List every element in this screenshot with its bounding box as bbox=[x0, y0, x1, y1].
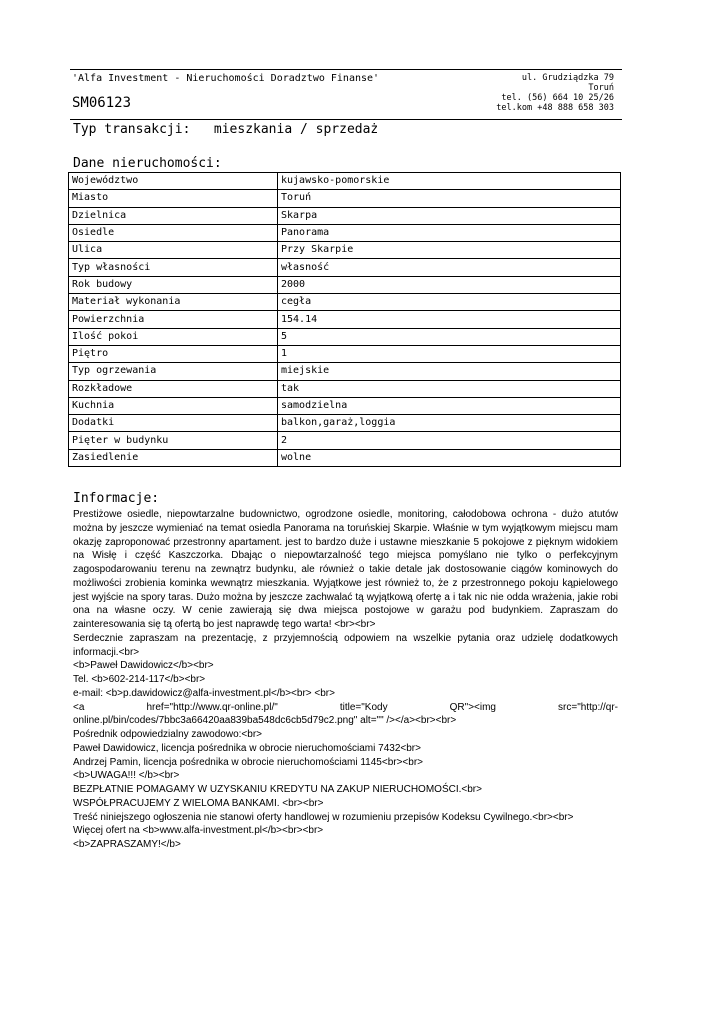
table-row bbox=[69, 432, 621, 449]
detail-label: Pięter w budynku bbox=[69, 432, 278, 449]
property-details-table bbox=[68, 172, 621, 467]
table-row bbox=[69, 380, 621, 397]
table-row bbox=[69, 276, 621, 293]
detail-label: Materiał wykonania bbox=[69, 294, 278, 311]
detail-value: 2 bbox=[278, 432, 621, 449]
info-paragraph: Serdecznie zapraszam na prezentację, z przyjemnością odpowiem na wszelkie pytania oraz udzielę dodatkowych informacji.<br> bbox=[73, 632, 618, 658]
detail-label: Typ własności bbox=[69, 259, 278, 276]
detail-label: Powierzchnia bbox=[69, 311, 278, 328]
detail-value: 2000 bbox=[278, 276, 621, 293]
table-row bbox=[69, 328, 621, 345]
table-row bbox=[69, 449, 621, 466]
document-header bbox=[70, 69, 622, 120]
detail-label: Województwo bbox=[69, 173, 278, 190]
detail-label: Kuchnia bbox=[69, 397, 278, 414]
detail-value: 1 bbox=[278, 345, 621, 362]
detail-label: Miasto bbox=[69, 190, 278, 207]
table-row bbox=[69, 345, 621, 362]
detail-value: cegła bbox=[278, 294, 621, 311]
table-row bbox=[69, 207, 621, 224]
detail-value: kujawsko-pomorskie bbox=[278, 173, 621, 190]
detail-label: Dzielnica bbox=[69, 207, 278, 224]
detail-label: Rok budowy bbox=[69, 276, 278, 293]
detail-value: własność bbox=[278, 259, 621, 276]
transaction-label: Typ transakcji: bbox=[73, 122, 191, 137]
detail-value: tak bbox=[278, 380, 621, 397]
table-row bbox=[69, 294, 621, 311]
detail-label: Typ ogrzewania bbox=[69, 363, 278, 380]
contact-block bbox=[496, 73, 614, 113]
detail-value: wolne bbox=[278, 449, 621, 466]
detail-value: samodzielna bbox=[278, 397, 621, 414]
property-details-body bbox=[69, 173, 621, 467]
info-paragraph: BEZPŁATNIE POMAGAMY W UZYSKANIU KREDYTU NA ZAKUP NIERUCHOMOŚCI.<br> bbox=[73, 784, 482, 795]
info-text bbox=[73, 508, 618, 852]
details-title: Dane nieruchomości: bbox=[73, 156, 222, 171]
table-row bbox=[69, 173, 621, 190]
detail-value: 154.14 bbox=[278, 311, 621, 328]
detail-label: Ilość pokoi bbox=[69, 328, 278, 345]
info-paragraph: Paweł Dawidowicz, licencja pośrednika w obrocie nieruchomościami 7432<br> bbox=[73, 742, 421, 754]
table-row bbox=[69, 311, 621, 328]
info-paragraph: <a href="http://www.qr-online.pl/" title="Kody QR"><img src="http://qr-online.pl/bin/codes/7bbc3a66420aa839ba548dc6cb5d79c2.png" alt="" /></a><br><br> bbox=[73, 701, 618, 727]
detail-value: miejskie bbox=[278, 363, 621, 380]
info-paragraph: <b>Paweł Dawidowicz</b><br> bbox=[73, 660, 214, 672]
company-name: 'Alfa Investment - Nieruchomości Doradztwo Finanse' bbox=[72, 73, 380, 84]
table-row bbox=[69, 363, 621, 380]
table-row bbox=[69, 397, 621, 414]
info-paragraph: Więcej ofert na <b>www.alfa-investment.pl</b><br><br> bbox=[73, 825, 324, 837]
info-paragraph: Tel. <b>602-214-117</b><br> bbox=[73, 674, 206, 685]
detail-value: balkon,garaż,loggia bbox=[278, 415, 621, 432]
transaction-type bbox=[73, 122, 378, 137]
detail-label: Zasiedlenie bbox=[69, 449, 278, 466]
offer-reference: SM06123 bbox=[72, 95, 132, 111]
detail-value: Skarpa bbox=[278, 207, 621, 224]
info-paragraph: <b>UWAGA!!! </b><br> bbox=[73, 770, 180, 782]
table-row bbox=[69, 224, 621, 241]
detail-label: Rozkładowe bbox=[69, 380, 278, 397]
city-line: Toruń bbox=[588, 83, 614, 93]
detail-label: Osiedle bbox=[69, 224, 278, 241]
detail-value: Toruń bbox=[278, 190, 621, 207]
info-paragraph: Treść niniejszego ogłoszenia nie stanowi oferty handlowej w rozumieniu przepisów Kodeksu Cywilnego.<br><br> bbox=[73, 811, 574, 823]
detail-label: Ulica bbox=[69, 242, 278, 259]
info-paragraph: Prestiżowe osiedle, niepowtarzalne budownictwo, ogrodzone osiedle, monitoring, całodobowa ochrona - dużo atutów można by jeszcze wymieniać na temat osiedla Panorama na toruńskiej Skarpie. Właśnie w tym wyjątkowym miejscu mam okazję zaproponować przestronny apartament. jest to bardzo duże i ustawne mieszkanie 5 pokojowe z pięknym widokiem na Wisłę i część Kaszczorka. Dbając o niepowtarzalność tego miejsca pomyślano nie tylko o perfekcyjnym zagospodarowaniu terenu na zewnątrz budynku, ale również o takie detale jak dostosowanie ciągów kominowych do możliwości zrobienia kominka wewnątrz mieszkania. Wyjątkowe jest również to, że z przestronnego pokoju kąpielowego jest wyjście na spory taras. Dużo można by jeszcze zachwalać tą wyjątkową ofertę a i tak nic nie odda wrażenia, jakie robi ona na własne oczy. W cenie zawierają się dwa miejsca postojowe w garażu pod budynkiem. Zapraszam do zainteresowania się tą ofertą bo jest naprawdę tego warta! <br><br> bbox=[73, 509, 618, 630]
table-row bbox=[69, 190, 621, 207]
info-title: Informacje: bbox=[73, 491, 160, 506]
info-paragraph: Andrzej Pamin, licencja pośrednika w obrocie nieruchomościami 1145<br><br> bbox=[73, 756, 423, 768]
info-paragraph: e-mail: <b>p.dawidowicz@alfa-investment.pl</b><br> <br> bbox=[73, 687, 335, 699]
detail-label: Dodatki bbox=[69, 415, 278, 432]
info-paragraph: Pośrednik odpowiedzialny zawodowo:<br> bbox=[73, 729, 263, 740]
transaction-value: mieszkania / sprzedaż bbox=[213, 122, 379, 137]
address-line: ul. Grudziądzka 79 bbox=[521, 73, 614, 83]
table-row bbox=[69, 259, 621, 276]
table-row bbox=[69, 415, 621, 432]
mobile-line: tel.kom +48 888 658 303 bbox=[496, 103, 614, 113]
detail-value: 5 bbox=[278, 328, 621, 345]
detail-value: Przy Skarpie bbox=[278, 242, 621, 259]
table-row bbox=[69, 242, 621, 259]
info-paragraph: WSPÓŁPRACUJEMY Z WIELOMA BANKAMI. <br><br> bbox=[73, 797, 324, 809]
phone-line: tel. (56) 664 10 25/26 bbox=[501, 93, 614, 103]
detail-label: Piętro bbox=[69, 345, 278, 362]
detail-value: Panorama bbox=[278, 224, 621, 241]
info-paragraph: <b>ZAPRASZAMY!</b> bbox=[73, 839, 181, 850]
